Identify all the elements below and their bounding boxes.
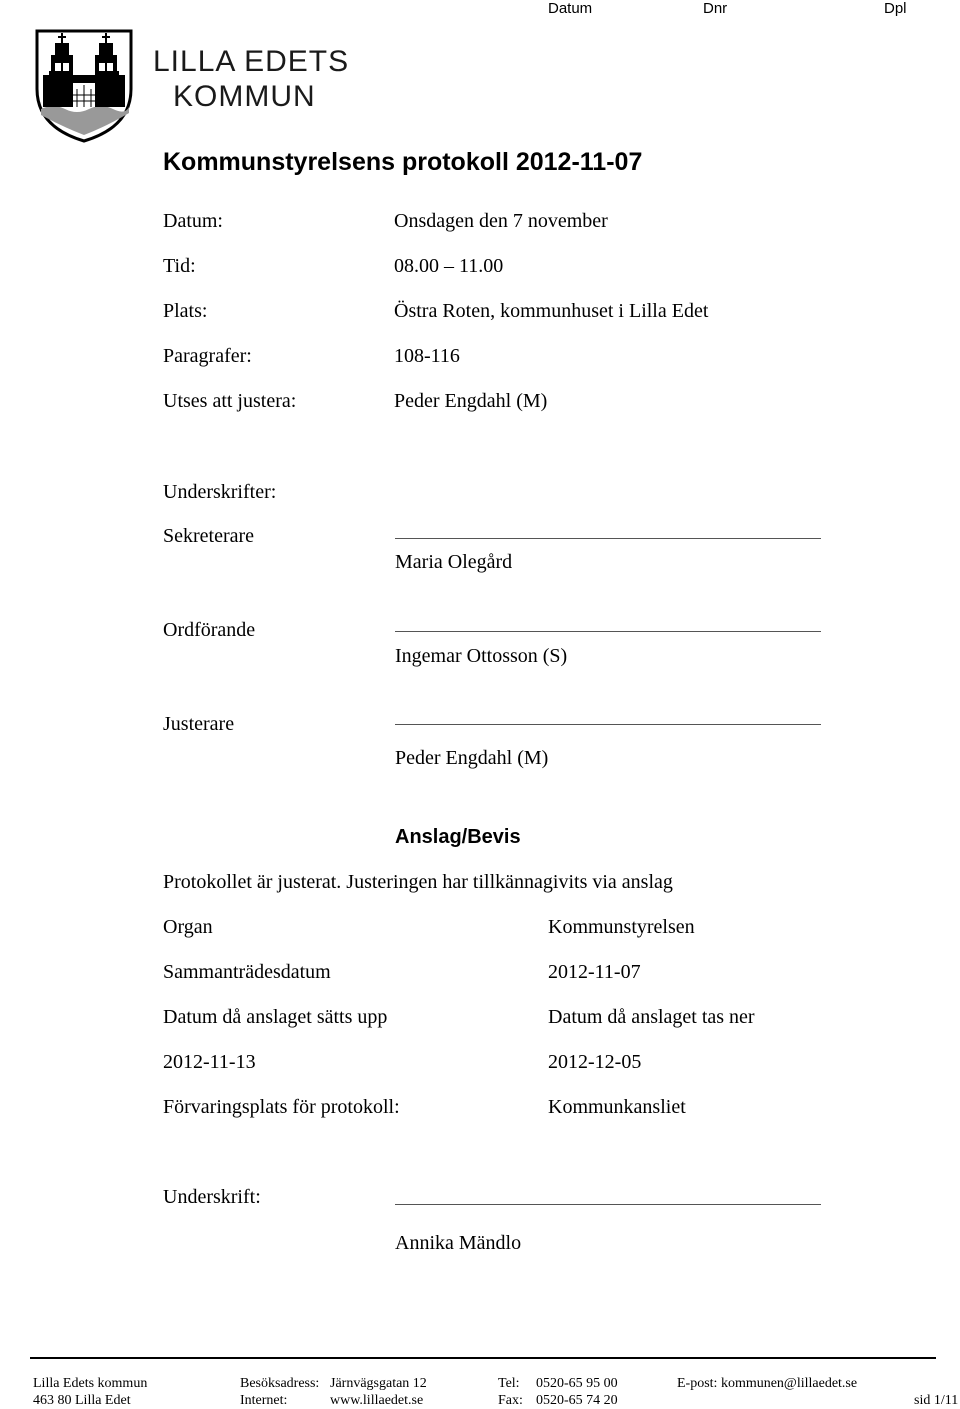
ordforande-label: Ordförande bbox=[163, 619, 256, 641]
underskrift-name: Annika Mändlo bbox=[395, 1232, 522, 1254]
ordforande-signature-line bbox=[395, 631, 821, 632]
justera-label: Utses att justera: bbox=[163, 390, 297, 412]
header-datum: Datum bbox=[548, 0, 593, 17]
organ-value: Kommunstyrelsen bbox=[548, 916, 695, 938]
header-dnr: Dnr bbox=[703, 0, 728, 17]
sammantrade-label: Sammanträdesdatum bbox=[163, 961, 331, 983]
upp-value: 2012-11-13 bbox=[163, 1051, 256, 1073]
document-title: Kommunstyrelsens protokoll 2012-11-07 bbox=[163, 148, 643, 176]
underskrift-label: Underskrift: bbox=[163, 1186, 261, 1208]
footer-internet-value[interactable]: www.lillaedet.se bbox=[330, 1393, 424, 1408]
justerare-name: Peder Engdahl (M) bbox=[395, 747, 549, 769]
footer-internet-label: Internet: bbox=[240, 1393, 288, 1408]
justera-value: Peder Engdahl (M) bbox=[394, 390, 548, 412]
tid-value: 08.00 – 11.00 bbox=[394, 255, 504, 277]
tid-label: Tid: bbox=[163, 255, 196, 277]
plats-value: Östra Roten, kommunhuset i Lilla Edet bbox=[394, 300, 709, 322]
forvaring-value: Kommunkansliet bbox=[548, 1096, 686, 1118]
anslag-heading: Anslag/Bevis bbox=[395, 826, 521, 848]
ner-value: 2012-12-05 bbox=[548, 1051, 642, 1073]
justerare-label: Justerare bbox=[163, 713, 235, 735]
footer-page-number: sid 1/11 bbox=[914, 1393, 959, 1408]
footer-besok-label: Besöksadress: bbox=[240, 1376, 320, 1391]
organ-label: Organ bbox=[163, 916, 213, 938]
underskrift-signature-line bbox=[395, 1204, 821, 1205]
forvaring-label: Förvaringsplats för protokoll: bbox=[163, 1096, 400, 1118]
municipality-logo bbox=[33, 27, 350, 143]
footer-tel-label: Tel: bbox=[498, 1376, 520, 1391]
footer-tel-value: 0520-65 95 00 bbox=[536, 1376, 618, 1391]
logo-line1: LILLA EDETS bbox=[153, 45, 350, 78]
upp-label: Datum då anslaget sätts upp bbox=[163, 1006, 388, 1028]
datum-label: Datum: bbox=[163, 210, 223, 232]
sammantrade-value: 2012-11-07 bbox=[548, 961, 641, 983]
paragrafer-label: Paragrafer: bbox=[163, 345, 252, 367]
datum-value: Onsdagen den 7 november bbox=[394, 210, 608, 232]
header-dpl: Dpl bbox=[884, 0, 907, 17]
footer-rule bbox=[30, 1357, 936, 1359]
plats-label: Plats: bbox=[163, 300, 208, 322]
sekreterare-name: Maria Olegård bbox=[395, 551, 513, 573]
paragrafer-value: 108-116 bbox=[394, 345, 460, 367]
footer-postal: 463 80 Lilla Edet bbox=[33, 1393, 131, 1408]
sekreterare-label: Sekreterare bbox=[163, 525, 255, 547]
sekreterare-signature-line bbox=[395, 538, 821, 539]
logo-line2: KOMMUN bbox=[173, 80, 316, 113]
footer-besok-value: Järnvägsgatan 12 bbox=[330, 1376, 427, 1391]
footer-email[interactable]: E-post: kommunen@lillaedet.se bbox=[677, 1376, 858, 1391]
ner-label: Datum då anslaget tas ner bbox=[548, 1006, 755, 1028]
footer-fax-value: 0520-65 74 20 bbox=[536, 1393, 618, 1408]
ordforande-name: Ingemar Ottosson (S) bbox=[395, 645, 568, 667]
justerare-signature-line bbox=[395, 724, 821, 725]
footer-fax-label: Fax: bbox=[498, 1393, 523, 1408]
footer-org: Lilla Edets kommun bbox=[33, 1376, 148, 1391]
anslag-intro: Protokollet är justerat. Justeringen har tillkännagivits via anslag bbox=[163, 871, 673, 893]
underskrifter-heading: Underskrifter: bbox=[163, 481, 277, 503]
